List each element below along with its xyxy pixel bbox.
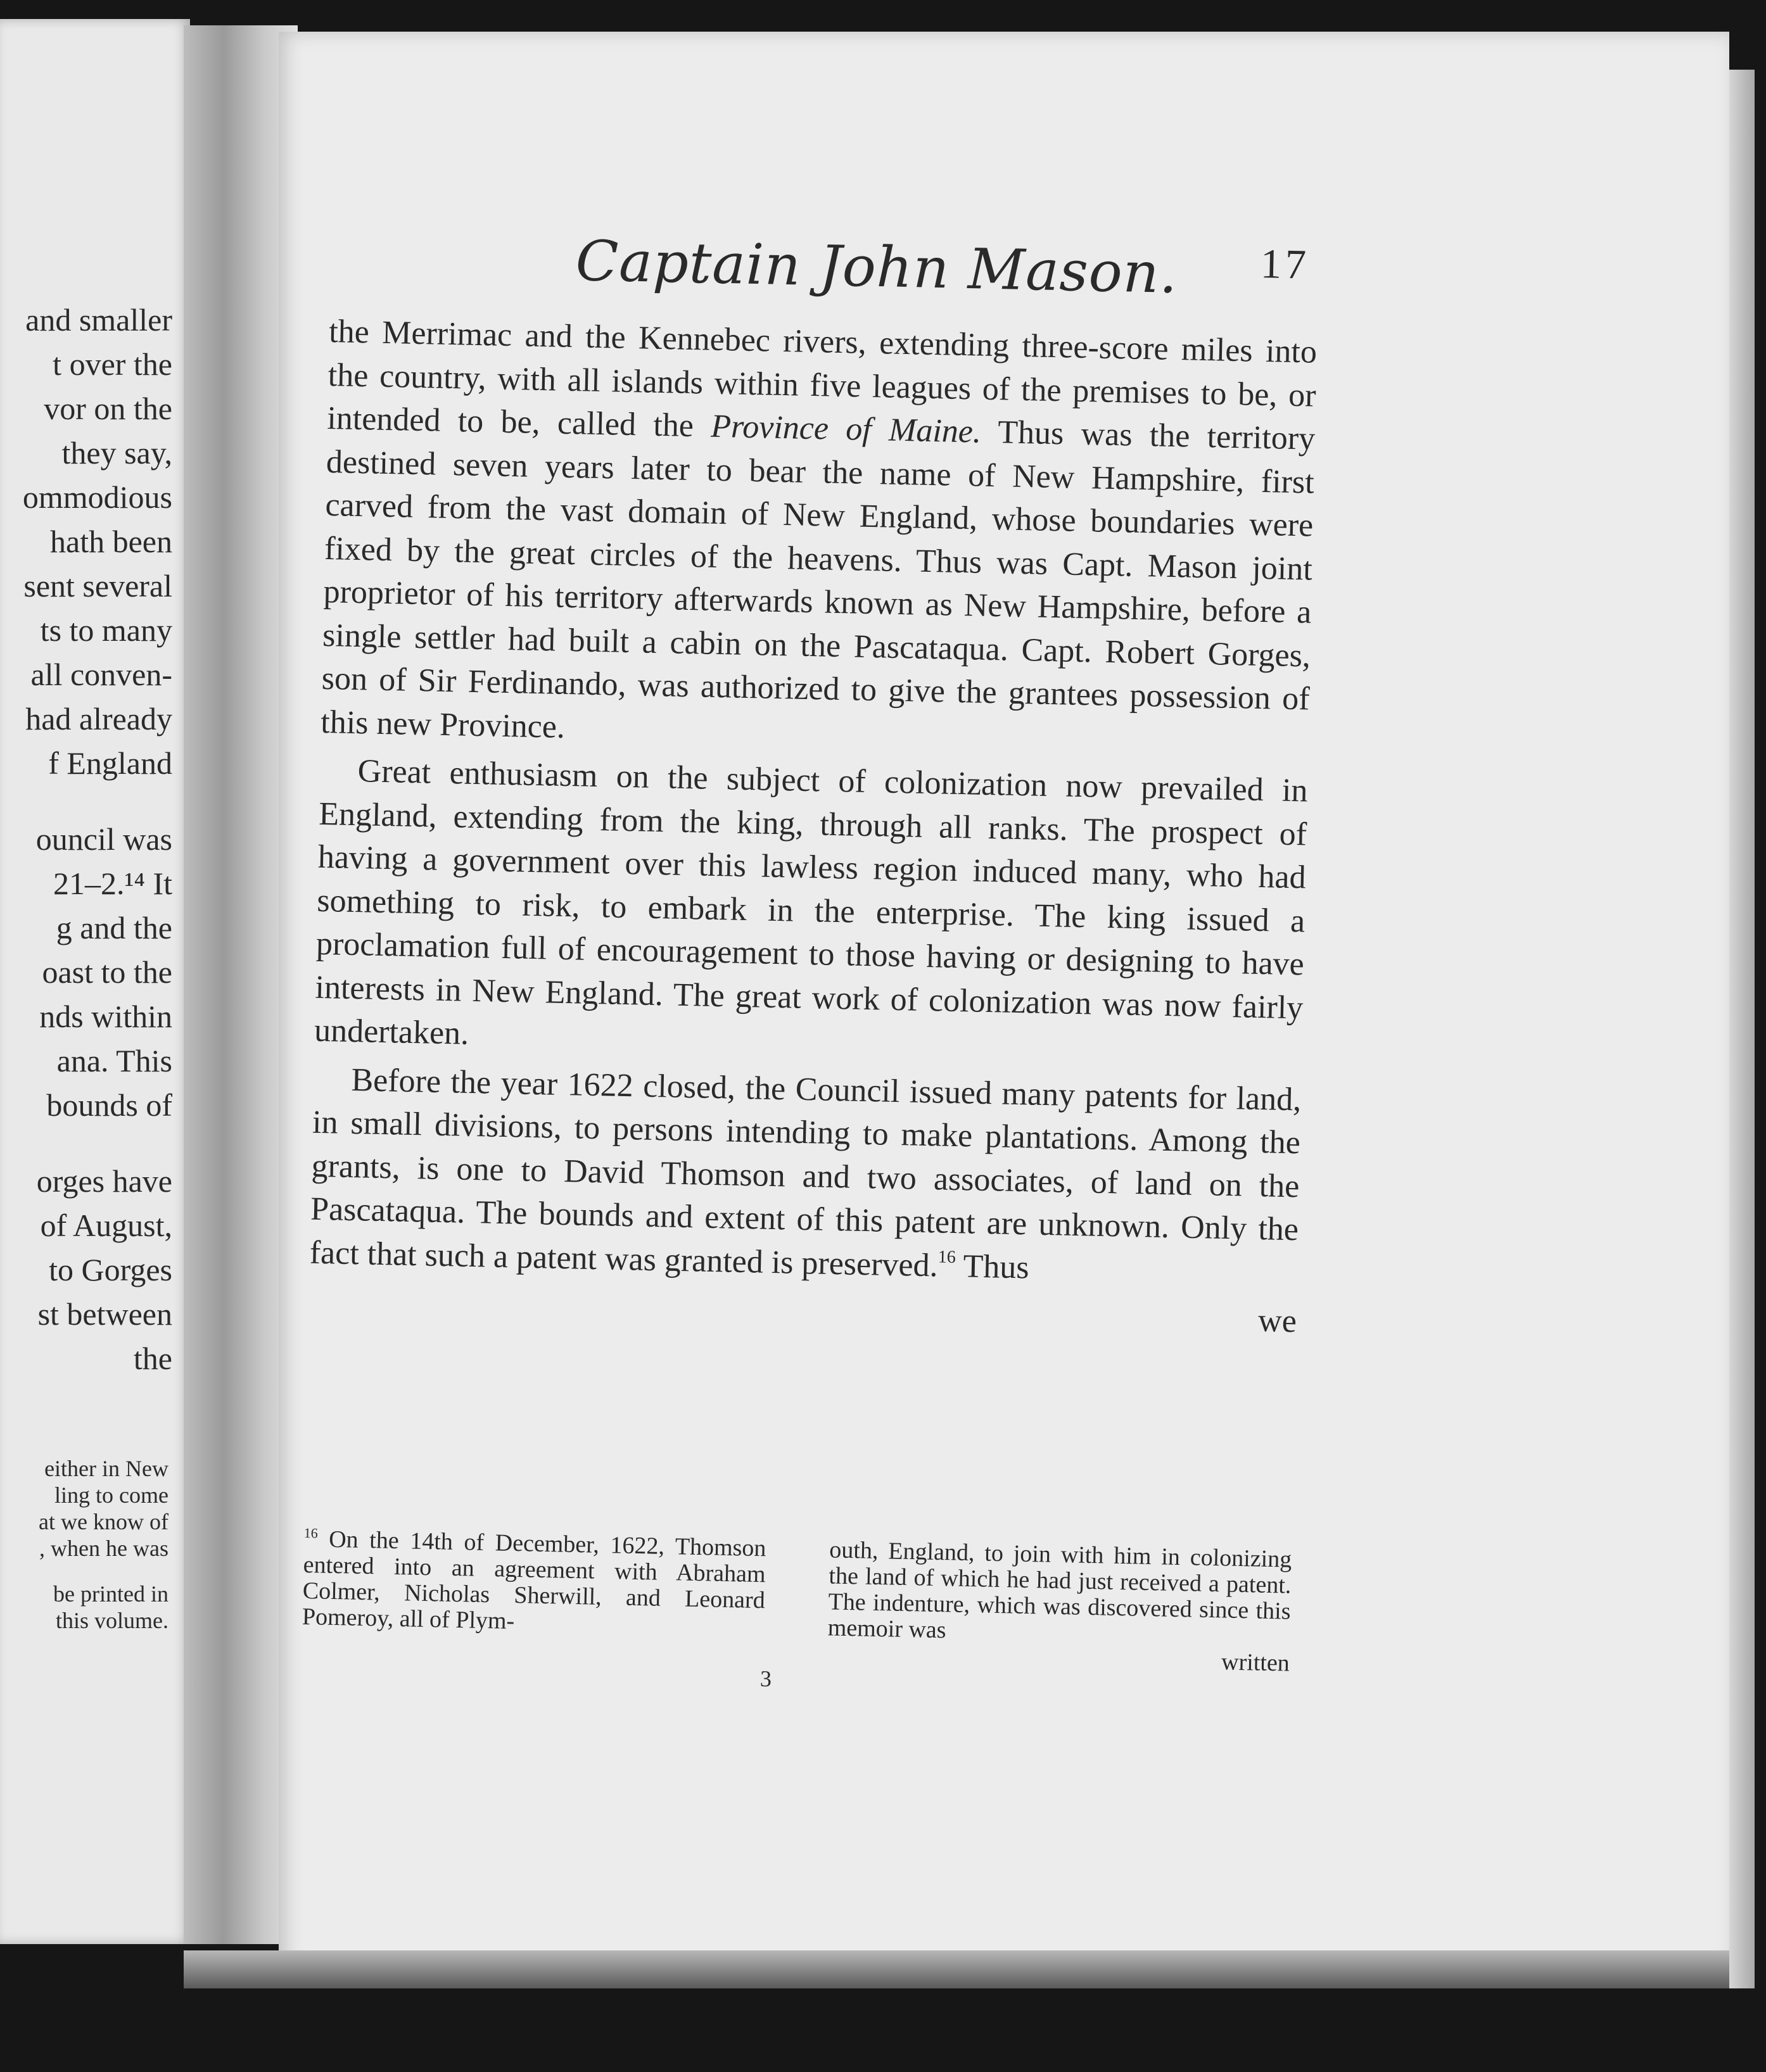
left-line: nds within — [39, 999, 172, 1034]
running-title: Captain John Mason. — [575, 228, 1179, 306]
left-line: had already — [25, 701, 172, 736]
paragraph-text: Thus — [955, 1248, 1030, 1286]
footnote-column-2 — [827, 1537, 1292, 1676]
left-line: oast to the — [42, 954, 172, 990]
right-page — [279, 32, 1729, 1969]
left-line: vor on the — [44, 391, 172, 426]
left-line: sent several — [23, 568, 172, 603]
page-number: 17 — [1260, 241, 1311, 288]
footnote-catchword: written — [1221, 1648, 1290, 1677]
paragraph-text: Thus was the territory destined seven years later to bear the name of New Hampshire, first carved from the vast domain of New England, whose boundaries were fixed by the great circles of the heavens. Thus was Capt. Mason joint proprietor of his territory afterwards known as New Hampshire, before a single settler had built a cabin on the Pascataqua. Capt. Robert Gorges, son of Sir Ferdinando, was authorized to give the grantees possession of this new Province. — [320, 414, 1316, 745]
footnote-text: On the 14th of December, 1622, Thomson entered into an agreement with Abraham Colmer, Nicholas Sherwill, and Leonard Pomeroy, all of Plym- — [302, 1526, 766, 1634]
left-line: f England — [48, 745, 172, 781]
body-text — [308, 310, 1318, 1344]
left-note-line: be printed in — [53, 1581, 168, 1607]
left-note-line: either in New — [44, 1456, 168, 1481]
paragraph-gap — [0, 785, 172, 817]
left-note-line: ling to come — [54, 1482, 168, 1508]
left-line: st between — [37, 1296, 172, 1332]
italic-place-name: Province of Maine. — [710, 408, 982, 450]
footnote-reference: 16 — [937, 1246, 956, 1267]
left-line: hath been — [50, 524, 172, 559]
left-line: all conven- — [30, 657, 172, 692]
paragraph-gap — [0, 1562, 168, 1581]
paragraph-gap — [0, 1127, 172, 1159]
left-line: of August, — [40, 1208, 172, 1243]
paragraph-text: the Merrimac and the Kennebec rivers, extending three-score miles into the country, with all islands within five leagues of the premises to be, or intended to be, called the — [326, 313, 1318, 445]
paragraph-1 — [321, 310, 1318, 765]
left-line: and smaller — [25, 302, 172, 338]
paragraph-text: Great enthusiasm on the subject of colonization now prevailed in England, extending from the king, through all ranks. The prospect of having a government over this lawless region induced many, who had something to risk, to embark in the enterprise. The king issued a proclamation full of encouragement to those having or designing to have interests in New England. The great work of colonization was now fairly undertaken. — [314, 753, 1309, 1052]
catchword: we — [1257, 1303, 1297, 1340]
left-line: bounds of — [46, 1087, 172, 1123]
left-line: they say, — [61, 435, 172, 471]
left-page-footnotes — [0, 1455, 168, 1634]
paragraph-3 — [309, 1058, 1302, 1295]
left-line: g and the — [56, 910, 172, 945]
left-line: to Gorges — [49, 1252, 172, 1287]
left-line: ts to many — [40, 612, 172, 648]
footnote-number: 16 — [303, 1525, 319, 1541]
left-note-line: this volume. — [56, 1608, 168, 1633]
left-line: 21–2.¹⁴ It — [53, 866, 172, 901]
left-line: t over the — [53, 346, 172, 382]
paragraph-text: Before the year 1622 closed, the Council issued many patents for land, in small divisions, to persons intending to make plantations. Among the grants, is one to David Thomson and two associates, of land on the Pascataqua. The bounds and extent of this patent are unknown. Only the fact that such a patent was granted is preserved. — [309, 1061, 1302, 1284]
left-note-line: at we know of — [39, 1509, 168, 1534]
left-line: the — [133, 1341, 172, 1376]
left-line: ana. This — [56, 1043, 172, 1078]
running-header — [279, 228, 1729, 304]
page-bottom-edge — [184, 1950, 1729, 1988]
left-page-text — [0, 298, 172, 1380]
left-line: orges have — [36, 1163, 172, 1199]
left-line: ouncil was — [35, 821, 172, 857]
left-note-line: , when he was — [39, 1536, 168, 1561]
paragraph-2 — [314, 749, 1308, 1073]
left-line: ommodious — [22, 479, 172, 515]
footnotes — [302, 1526, 1292, 1677]
page-edge — [1729, 70, 1755, 1988]
footnote-text: outh, England, to join with him in colonizing the land of which he had just received a patent. The indenture, which was discovered since this memoir was — [827, 1536, 1292, 1644]
signature-mark: 3 — [759, 1665, 772, 1692]
footnote-column-1 — [302, 1526, 766, 1665]
left-page — [0, 19, 190, 1944]
